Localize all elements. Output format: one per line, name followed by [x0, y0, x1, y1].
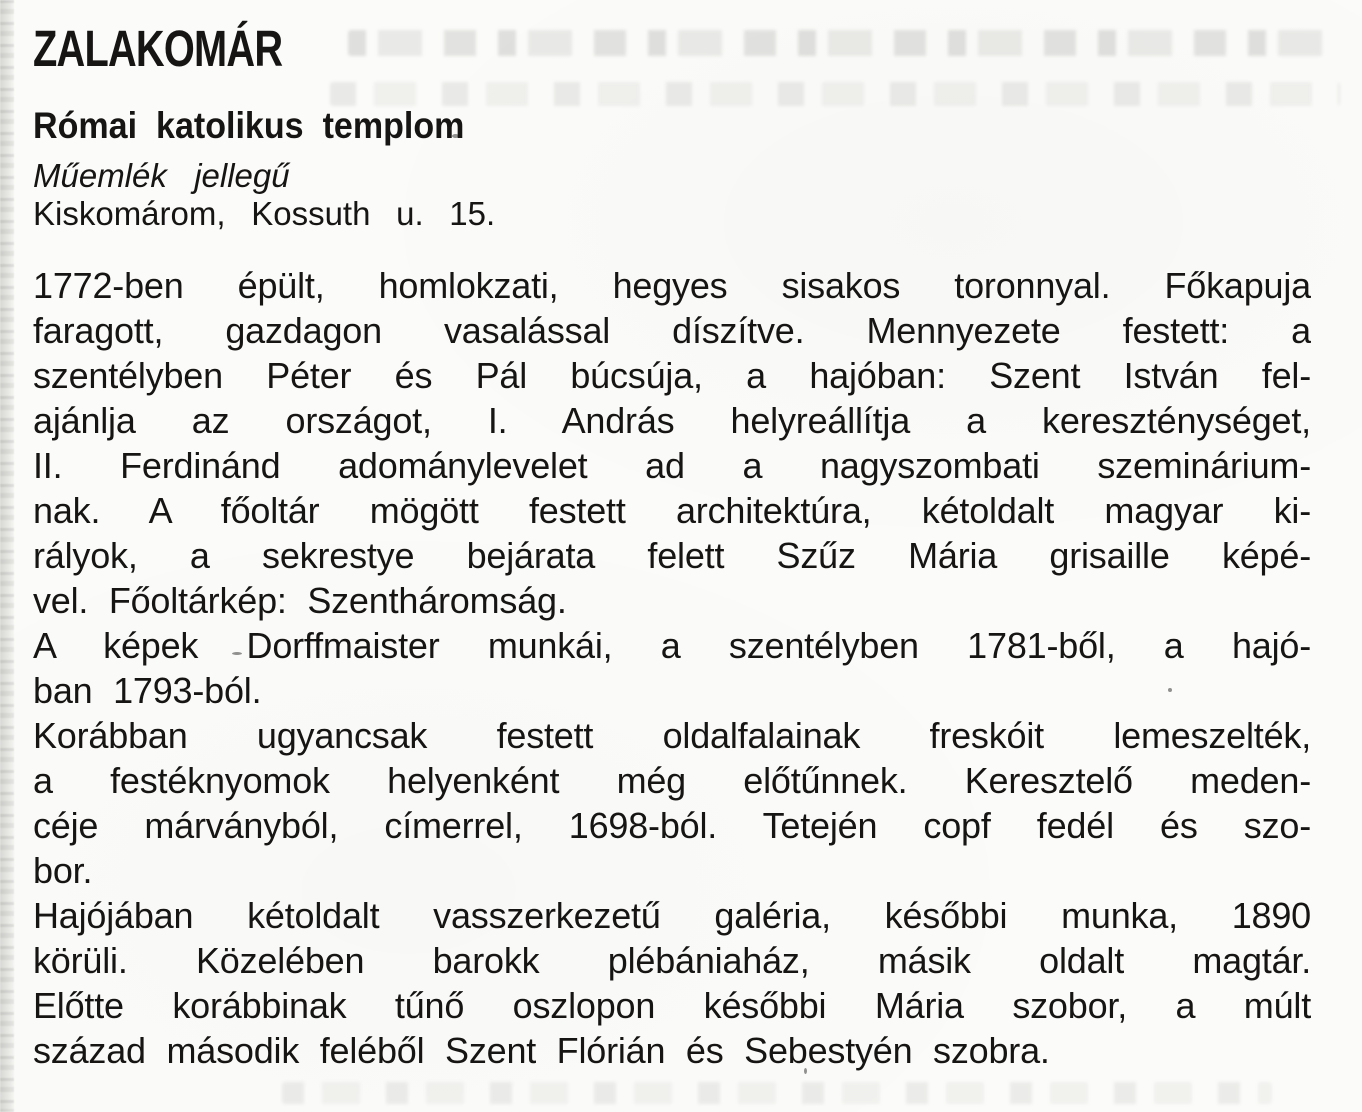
text-line: ajánlja az országot, I. András helyreállítja a kereszténységet,: [33, 400, 1311, 441]
text-line: II. Ferdinánd adománylevelet ad a nagyszombati szeminárium-: [33, 445, 1311, 486]
text-line: nak. A főoltár mögött festett architektúra, kétoldalt magyar ki-: [33, 490, 1311, 531]
text-line: Korábban ugyancsak festett oldalfalainak freskóit lemeszelték,: [33, 715, 1311, 756]
text-line: Előtte korábbinak tűnő oszlopon későbbi Mária szobor, a múlt: [33, 985, 1311, 1026]
text-line: céje márványból, címerrel, 1698-ból. Tetején copf fedél és szo-: [33, 805, 1311, 846]
text-line: faragott, gazdagon vasalással díszítve. Mennyezete festett: a: [33, 310, 1311, 351]
text-line: szentélyben Péter és Pál búcsúja, a hajóban: Szent István fel-: [33, 355, 1311, 396]
text-line: vel. Főoltárkép: Szentháromság.: [33, 580, 567, 621]
bleed-through-text-bottom: [282, 1082, 1272, 1104]
text-line: század második feléből Szent Flórián és Sebestyén szobra.: [33, 1030, 1050, 1071]
page-title: ZALAKOMÁR: [33, 20, 283, 77]
text-line: ban 1793-ból.: [33, 670, 262, 711]
bleed-through-text-top-2: [330, 82, 1340, 106]
description-text: [33, 263, 1311, 1073]
text-line: A képek Dorffmaister munkái, a szentélyben 1781-ből, a hajó-: [33, 625, 1311, 666]
text-line: bor.: [33, 850, 93, 891]
text-line: a festéknyomok helyenként még előtűnnek. Keresztelő meden-: [33, 760, 1311, 801]
monument-designation: Műemlék jellegű: [33, 157, 290, 194]
address-line: Kiskomárom, Kossuth u. 15.: [33, 195, 496, 232]
bleed-through-text-top: [348, 30, 1334, 56]
text-line: 1772-ben épült, homlokzati, hegyes sisakos toronnyal. Főkapuja: [33, 265, 1311, 306]
scan-edge-artifact: [0, 0, 14, 1112]
text-line: körüli. Közelében barokk plébániaház, másik oldalt magtár.: [33, 940, 1311, 981]
text-line: Hajójában kétoldalt vasszerkezetű galéria, későbbi munka, 1890: [33, 895, 1311, 936]
text-line: rályok, a sekrestye bejárata felett Szűz Mária grisaille képé-: [33, 535, 1311, 576]
section-title: Római katolikus templom: [33, 105, 465, 146]
